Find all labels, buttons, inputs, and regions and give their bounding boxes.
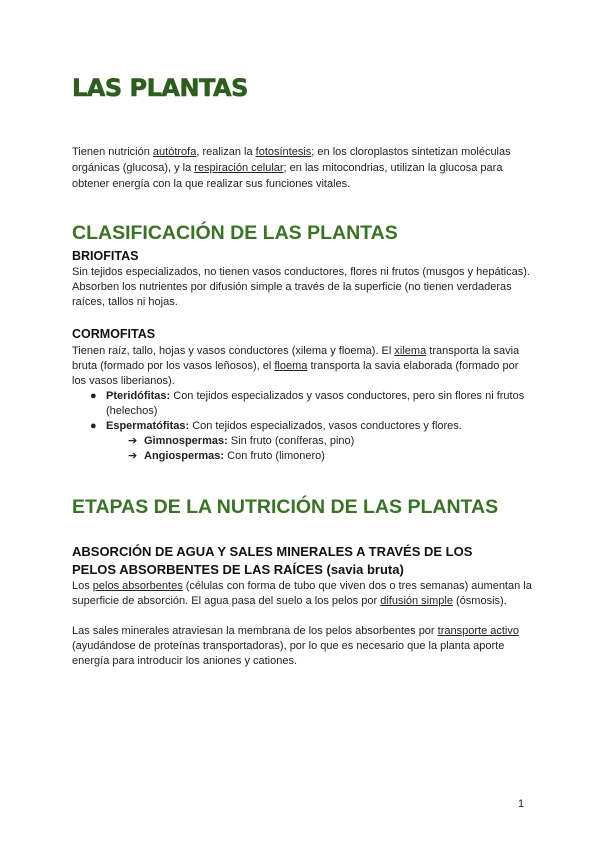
text: Los xyxy=(72,580,93,592)
subbullet-desc: Sin fruto (coníferas, pino) xyxy=(227,435,355,447)
heading-line: ABSORCIÓN DE AGUA Y SALES MINERALES A TRAVÉS DE LOS xyxy=(72,544,473,559)
text: , realizan la xyxy=(196,146,256,158)
term-respiracion-celular: respiración celular xyxy=(194,162,284,174)
subbullet-item-angiospermas xyxy=(128,449,325,464)
text: ; en los cloroplastos sintetizan moléculas orgánicas (glucosa), y la xyxy=(72,146,511,174)
section-heading-clasificacion: CLASIFICACIÓN DE LAS PLANTAS xyxy=(72,222,398,244)
subbullet-desc: Con fruto (limonero) xyxy=(224,450,325,462)
cormofitas-paragraph xyxy=(72,344,532,389)
text: Tienen raíz, tallo, hojas y vasos conductores (xilema y floema). El xyxy=(72,345,395,357)
page-number: 1 xyxy=(518,798,525,810)
arrow-right-icon: ➔ xyxy=(128,450,138,462)
text: ; en las mitocondrias, utilizan la glucosa para obtener energía con la que realizar sus funciones vitales. xyxy=(72,162,503,190)
bullet-text xyxy=(92,419,528,434)
bullet-label: Espermatófitas: xyxy=(106,420,190,432)
text: transporta la savia elaborada (formado por los vasos liberianos). xyxy=(72,360,519,387)
term-difusion-simple: difusión simple xyxy=(380,595,453,607)
term-transporte-activo: transporte activo xyxy=(437,625,519,637)
bullet-item-espermatofitas xyxy=(92,419,528,434)
term-floema: floema xyxy=(274,360,308,372)
subbullet-label: Gimnospermas: xyxy=(144,435,228,447)
subheading-absorcion xyxy=(72,543,472,579)
bullet-item-pteridofitas xyxy=(92,389,528,419)
intro-paragraph xyxy=(72,144,532,192)
bullet-desc: Con tejidos especializados y vasos conductores, pero sin flores ni frutos (helechos) xyxy=(106,390,525,417)
subheading-cormofitas: CORMOFITAS xyxy=(72,327,156,341)
subbullet-label: Angiospermas: xyxy=(144,450,225,462)
term-xilema: xilema xyxy=(394,345,427,357)
text: transporta la savia bruta (formado por los vasos leñosos), el xyxy=(72,345,520,372)
page-title: LAS PLANTAS xyxy=(72,74,248,102)
text: Las sales minerales atraviesan la membrana de los pelos absorbentes por xyxy=(72,625,438,637)
text: Tienen nutrición xyxy=(72,146,153,158)
briofitas-paragraph: Sin tejidos especializados, no tienen vasos conductores, flores ni frutos (musgos y hepáticas). Absorben los nutrientes por difusión simple a través de la superficie (no tienen verdaderas raíces, tallos ni hojas. xyxy=(72,266,530,308)
absorcion-paragraph-1 xyxy=(72,579,532,609)
term-fotosintesis: fotosíntesis xyxy=(255,146,312,158)
term-autotrofa: autótrofa xyxy=(152,146,197,158)
text: (células con forma de tubo que viven dos o tres semanas) aumentan la superficie de absorción. El agua pasa del suelo a los pelos por xyxy=(72,580,532,607)
arrow-right-icon: ➔ xyxy=(128,435,138,447)
section-heading-etapas: ETAPAS DE LA NUTRICIÓN DE LAS PLANTAS xyxy=(72,496,499,518)
bullet-label: Pteridófitas: xyxy=(106,390,171,402)
heading-line: PELOS ABSORBENTES DE LAS RAÍCES (savia bruta) xyxy=(72,562,404,577)
term-pelos-absorbentes: pelos absorbentes xyxy=(92,580,183,592)
bullet-dot-icon: ● xyxy=(90,390,97,402)
bullet-text xyxy=(92,389,528,419)
subheading-briofitas: BRIOFITAS xyxy=(72,249,139,263)
subbullet-item-gimnospermas xyxy=(128,434,354,449)
text: (ayudándose de proteínas transportadoras), por lo que es necesario que la planta aporte energía para introducir los aniones y cationes. xyxy=(72,640,505,667)
bullet-dot-icon: ● xyxy=(90,420,97,432)
absorcion-paragraph-2 xyxy=(72,624,532,669)
bullet-desc: Con tejidos especializados, vasos conductores y flores. xyxy=(189,420,462,432)
text: (ósmosis). xyxy=(452,595,507,607)
